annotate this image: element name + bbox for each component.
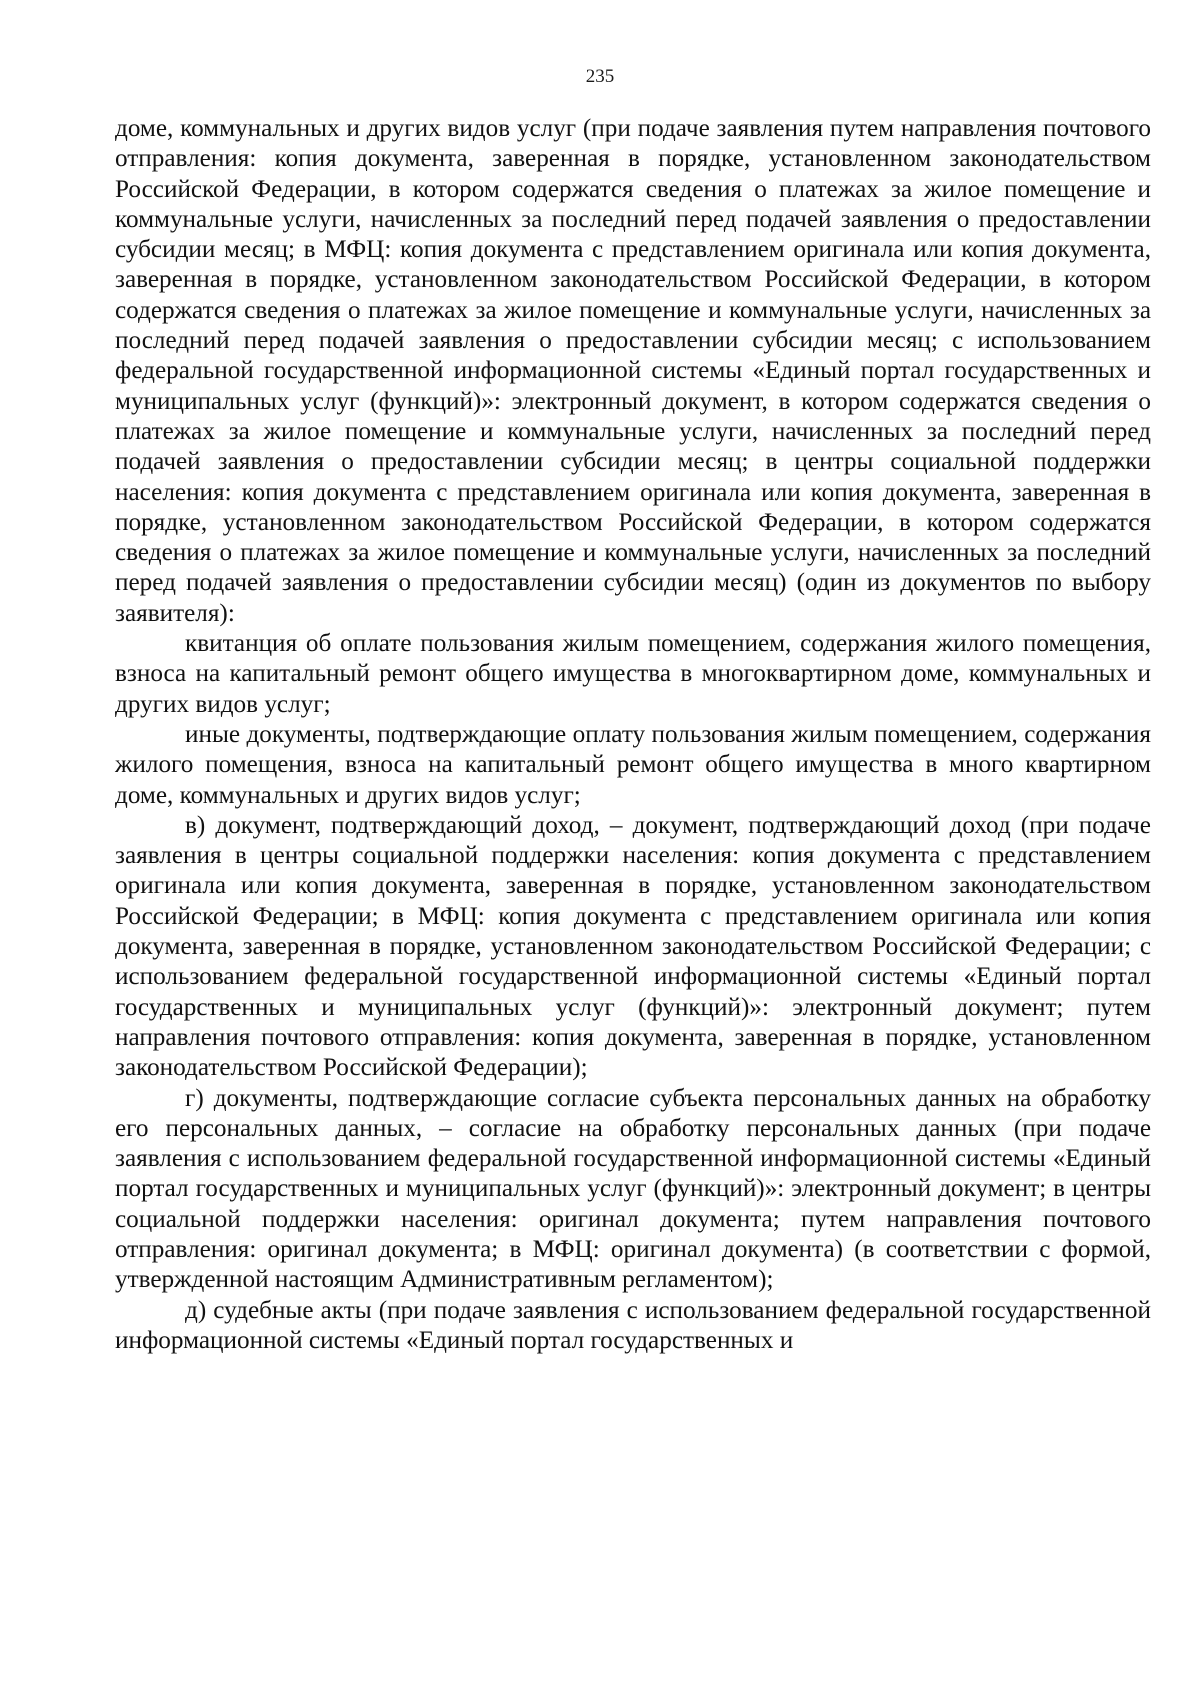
paragraph-continuation: доме, коммунальных и других видов услуг (при подаче заявления путем направления почтового отправления: копия документа, заверенная в порядке, установленном законодательством Российской Федерации, в котором содержатся сведения о платежах за жилое помещение и коммунальные услуги, начисленных за последний перед подачей заявления о предоставлении субсидии месяц; в МФЦ: копия документа с представлением оригинала или копия документа, заверенная в порядке, установленном законодательством Российской Федерации, в котором содержатся сведения о платежах за жилое помещение и коммунальные услуги, начисленных за последний перед подачей заявления о предоставлении субсидии месяц; с использованием федеральной государственной информационной системы «Единый портал государственных и муниципальных услуг (функций)»: электронный документ, в котором содержатся сведения о платежах за жилое помещение и коммунальные услуги, начисленных за последний перед подачей заявления о предоставлении субсидии месяц; в центры социальной поддержки населения: копия документа с представлением оригинала или копия документа, заверенная в порядке, установленном законодательством Российской Федерации, в котором содержатся сведения о платежах за жилое помещение и коммунальные услуги, начисленных за последний перед подачей заявления о предоставлении субсидии месяц) (один из документов по выбору заявителя): [115,115,1151,627]
document-body [115,114,1151,1356]
paragraph-item-d-court-acts: д) судебные акты (при подаче заявления с использованием федеральной государственной информационной системы «Единый портал государственных и [115,1296,1151,1354]
page-number: 235 [585,66,615,87]
paragraph-item-g-consent: г) документы, подтверждающие согласие субъекта персональных данных на обработку его персональных данных, – согласие на обработку персональных данных (при подаче заявления с использованием федеральной государственной информационной системы «Единый портал государственных и муниципальных услуг (функций)»: электронный документ; в центры социальной поддержки населения: оригинал документа; путем направления почтового отправления: оригинал документа; в МФЦ: оригинал документа) (в соответствии с формой, утвержденной настоящим Административным регламентом); [115,1084,1151,1294]
paragraph-receipt: квитанция об оплате пользования жилым помещением, содержания жилого помещения, взноса на капитальный ремонт общего имущества в многоквартирном доме, коммунальных и других видов услуг; [115,630,1151,718]
paragraph-other-documents: иные документы, подтверждающие оплату пользования жилым помещением, содержания жилого помещения, взноса на капитальный ремонт общего имущества в много квартирном доме, коммунальных и других видов услуг; [115,720,1151,809]
paragraph-item-v-income: в) документ, подтверждающий доход, – документ, подтверждающий доход (при подаче заявления в центры социальной поддержки населения: копия документа с представлением оригинала или копия документа, заверенная в порядке, установленном законодательством Российской Федерации; в МФЦ: копия документа с представлением оригинала или копия документа, заверенная в порядке, установленном законодательством Российской Федерации; с использованием федеральной государственной информационной системы «Единый портал государственных и муниципальных услуг (функций)»: электронный документ; путем направления почтового отправления: копия документа, заверенная в порядке, установленном законодательством Российской Федерации); [115,811,1151,1082]
